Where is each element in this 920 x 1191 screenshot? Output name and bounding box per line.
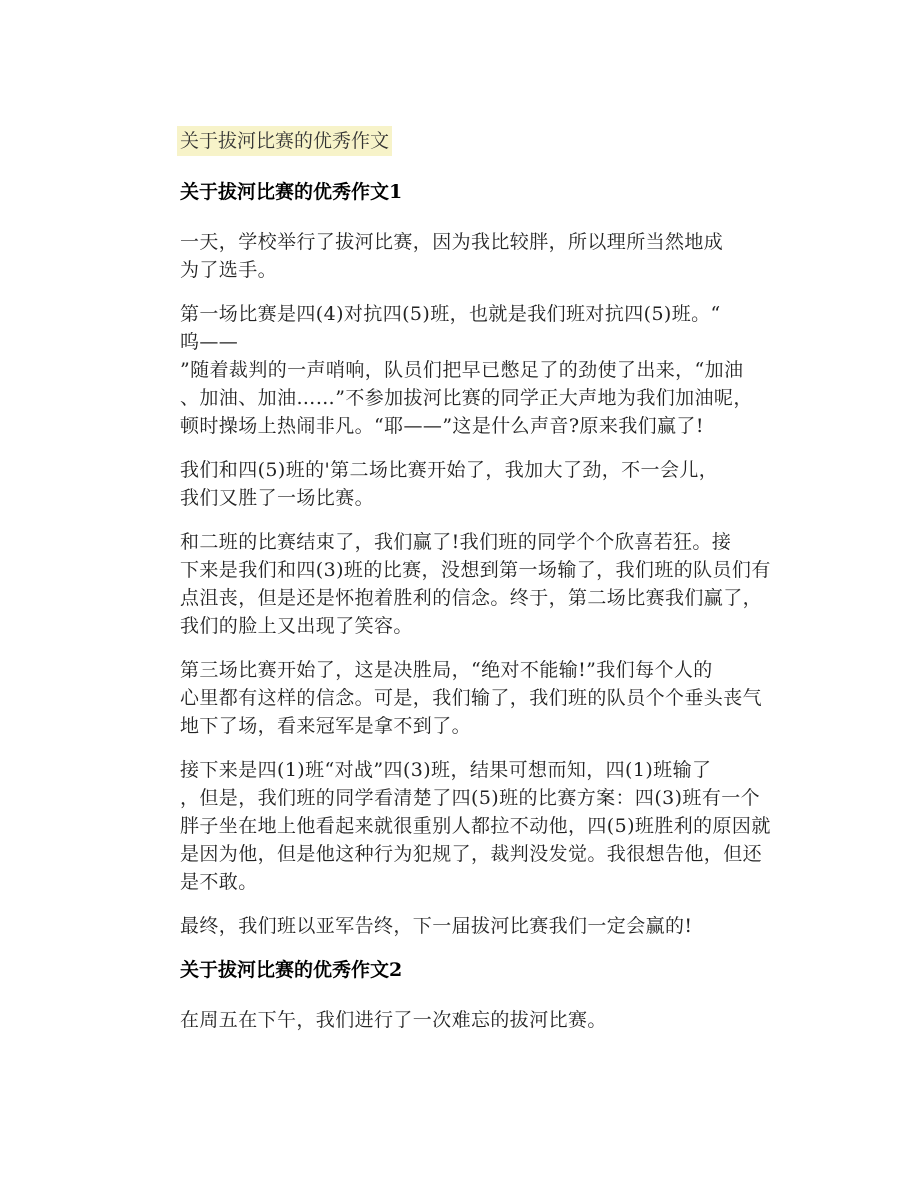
paragraph-line: 在周五在下午，我们进行了一次难忘的拔河比赛。: [180, 1009, 607, 1031]
paragraph: [180, 228, 780, 284]
paragraph-line: 接下来是四(1)班“对战”四(3)班，结果可想而知，四(1)班输了: [180, 759, 712, 781]
essay-section: [180, 178, 780, 940]
document-body: [180, 126, 780, 1050]
paragraph-line: 呜——: [180, 331, 239, 353]
paragraph: [180, 528, 780, 640]
paragraph-line: ，但是，我们班的同学看清楚了四(5)班的比赛方案：四(3)班有一个: [180, 787, 761, 809]
paragraph-line: 第一场比赛是四(4)对抗四(5)班，也就是我们班对抗四(5)班。“: [180, 303, 721, 325]
paragraph-line: 胖子坐在地上他看起来就很重别人都拉不动他，四(5)班胜利的原因就: [180, 815, 771, 837]
paragraph-line: 是不敢。: [180, 871, 258, 893]
paragraph-line: 最终，我们班以亚军告终，下一届拔河比赛我们一定会赢的!: [180, 915, 693, 937]
paragraph-line: 和二班的比赛结束了，我们赢了!我们班的同学个个欣喜若狂。接: [180, 531, 732, 553]
paragraph-line: 心里都有这样的信念。可是，我们输了，我们班的队员个个垂头丧气: [180, 687, 763, 709]
paragraph: [180, 756, 780, 896]
paragraph-line: 我们和四(5)班的'第二场比赛开始了，我加大了劲，不一会儿，: [180, 459, 719, 481]
paragraph-line: 一天，学校举行了拔河比赛，因为我比较胖，所以理所当然地成: [180, 231, 724, 253]
paragraph: [180, 456, 780, 512]
section-heading: 关于拔河比赛的优秀作文2: [180, 959, 403, 981]
sections: [180, 178, 780, 1034]
paragraph: [180, 912, 780, 940]
document-title: 关于拔河比赛的优秀作文: [177, 126, 392, 156]
paragraph-line: 是因为他，但是他这种行为犯规了，裁判没发觉。我很想告他，但还: [180, 843, 763, 865]
paragraph-line: 点沮丧，但是还是怀抱着胜利的信念。终于，第二场比赛我们赢了，: [180, 587, 763, 609]
paragraph: [180, 300, 780, 440]
paragraph-line: 、加油、加油……”不参加拔河比赛的同学正大声地为我们加油呢，: [180, 387, 753, 409]
paragraph-line: 我们又胜了一场比赛。: [180, 487, 375, 509]
essay-section: [180, 956, 780, 1034]
paragraph-line: 下来是我们和四(3)班的比赛，没想到第一场输了，我们班的队员们有: [180, 559, 771, 581]
paragraph-line: 我们的脸上又出现了笑容。: [180, 615, 413, 637]
paragraph-line: 第三场比赛开始了，这是决胜局，“绝对不能输!”我们每个人的: [180, 659, 713, 681]
paragraph-line: 为了选手。: [180, 259, 278, 281]
paragraph: [180, 1006, 780, 1034]
section-heading: 关于拔河比赛的优秀作文1: [180, 181, 403, 203]
paragraph: [180, 656, 780, 740]
paragraph-line: 顿时操场上热闹非凡。“耶——”这是什么声音?原来我们赢了!: [180, 415, 704, 437]
paragraph-line: 地下了场，看来冠军是拿不到了。: [180, 715, 472, 737]
paragraph-line: ”随着裁判的一声哨响，队员们把早已憋足了的劲使了出来，“加油: [180, 359, 744, 381]
